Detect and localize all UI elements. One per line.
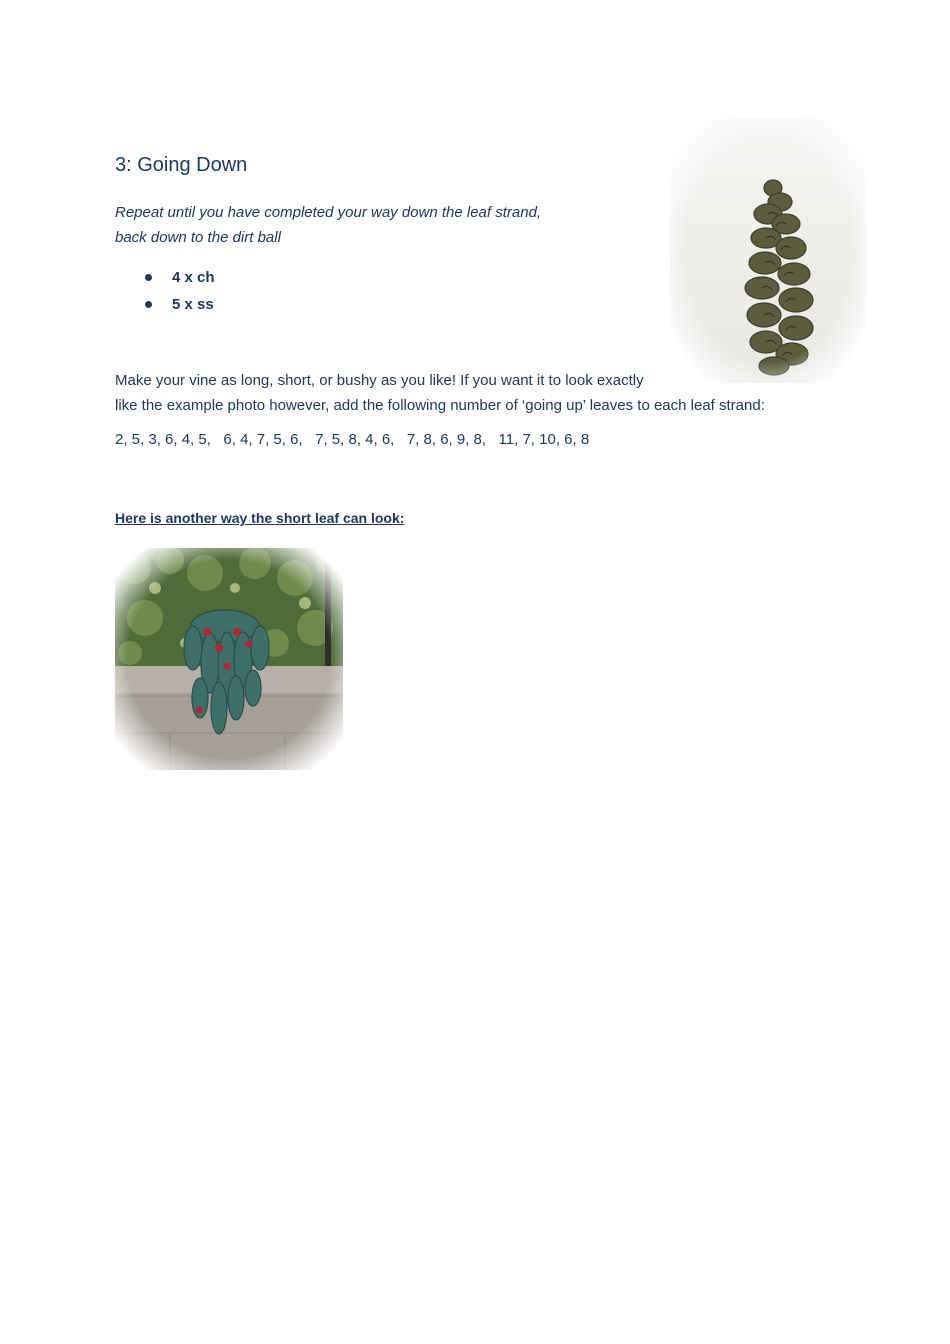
leaf-strand-photo <box>670 118 866 383</box>
alt-section-title: Here is another way the short leaf can look: <box>115 510 405 526</box>
step-text: 4 x ch <box>172 269 215 286</box>
list-item <box>115 264 215 291</box>
steps-list <box>115 264 215 318</box>
leaf-counts: 2, 5, 3, 6, 4, 5, 6, 4, 7, 5, 6, 7, 5, 8, 4, 6, 7, 8, 6, 9, 8, 11, 7, 10, 6, 8 <box>115 431 590 448</box>
para-line-1: Make your vine as long, short, or bushy as you like! If you want it to look exactly <box>115 372 644 389</box>
intro-line-2: back down to the dirt ball <box>115 229 281 246</box>
bullet-icon <box>145 301 152 308</box>
section-heading: 3: Going Down <box>115 154 248 176</box>
bullet-icon <box>145 274 152 281</box>
short-leaf-photo <box>115 548 343 770</box>
para-line-2: like the example photo however, add the following number of ‘going up’ leaves to each leaf strand: <box>115 397 765 414</box>
intro-line-1: Repeat until you have completed your way down the leaf strand, <box>115 204 542 221</box>
intro-text <box>115 200 595 250</box>
list-item <box>115 291 215 318</box>
instructions-paragraph <box>115 368 815 418</box>
step-text: 5 x ss <box>172 296 214 313</box>
